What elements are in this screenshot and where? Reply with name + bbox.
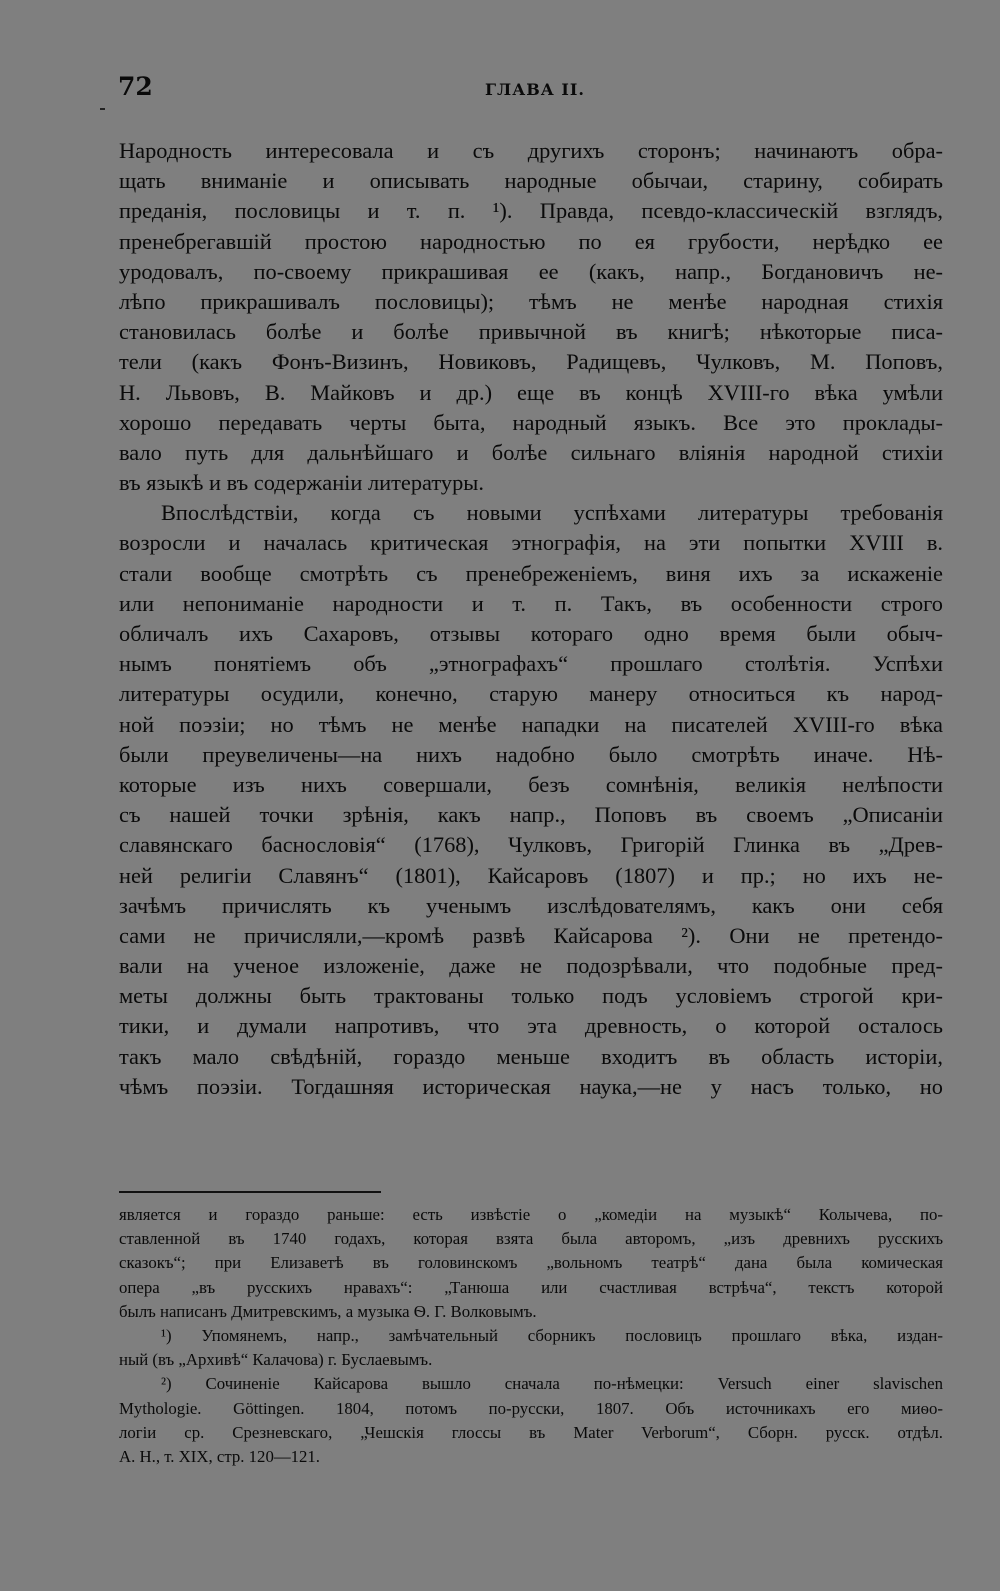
text-line: ней религіи Славянъ“ (1801), Кайсаровъ (1807) и пр.; но ихъ не-: [119, 862, 943, 888]
text-line: зачѣмъ причислять къ ученымъ изслѣдователямъ, какъ они себя: [119, 892, 943, 918]
text-line: Н. Львовъ, В. Майковъ и др.) еще въ концѣ XVIII-го вѣка умѣли: [119, 379, 943, 405]
page-number: 72: [118, 72, 153, 101]
text-line: которые изъ нихъ совершали, безъ сомнѣнія, великія нелѣпости: [119, 771, 943, 797]
footnote-line: сказокъ“; при Елизаветѣ въ головинскомъ „вольномъ театрѣ“ дана была комическая: [119, 1253, 943, 1273]
page-mark: [100, 108, 105, 110]
text-line: были преувеличены—на нихъ надобно было смотрѣть иначе. Нѣ-: [119, 741, 943, 767]
text-line: Народность интересовала и съ другихъ сторонъ; начинаютъ обра-: [119, 138, 943, 163]
text-line: тики, и думали напротивъ, что эта древность, о которой осталось: [119, 1013, 943, 1039]
body-text: [119, 136, 943, 1102]
footnote-line: является и гораздо раньше: есть извѣстіе о „комедіи на музыкѣ“ Колычева, по-: [119, 1205, 943, 1224]
footnote-line: логіи ср. Срезневскаго, „Чешскія глоссы въ Mater Verborum“, Сборн. русск. отдѣл.: [119, 1422, 943, 1442]
text-line: такъ мало свѣдѣній, гораздо меньше входитъ въ область исторіи,: [119, 1043, 943, 1069]
text-line: преданія, пословицы и т. п. ¹). Правда, псевдо-классическій взглядъ,: [119, 198, 943, 224]
text-line: становилась болѣе и болѣе привычной въ книгѣ; нѣкоторые писа-: [119, 319, 943, 345]
text-line: Впослѣдствіи, когда съ новыми успѣхами литературы требованія: [161, 500, 943, 526]
footnotes: [119, 1203, 943, 1469]
text-line: меты должны быть трактованы только подъ условіемъ строгой кри-: [119, 983, 943, 1009]
footnote-divider: [119, 1191, 381, 1193]
text-line: хорошо передавать черты быта, народный языкъ. Все это проклады-: [119, 409, 943, 435]
text-line: нымъ понятіемъ объ „этнографахъ“ прошлаго столѣтія. Успѣхи: [119, 651, 943, 677]
text-line: лѣпо прикрашивалъ пословицы); тѣмъ не менѣе народная стихія: [119, 288, 943, 314]
text-line: уродовалъ, по-своему прикрашивая ее (какъ, напр., Богдановичъ не-: [119, 258, 943, 284]
text-line: возросли и началась критическая этнографія, на эти попытки XVIII в.: [119, 530, 943, 556]
footnote-line: ный (въ „Архивѣ“ Калачова) г. Буслаевымъ.: [119, 1350, 433, 1370]
text-line: съ нашей точки зрѣнія, какъ напр., Поповъ въ своемъ „Описаніи: [119, 802, 943, 828]
text-line: стали вообще смотрѣть съ пренебреженіемъ, виня ихъ за искаженіе: [119, 560, 943, 586]
text-line: обличалъ ихъ Сахаровъ, отзывы котораго одно время были обыч-: [119, 621, 943, 646]
running-header: ГЛАВА II.: [485, 80, 585, 99]
text-line: сами не причисляли,—кромѣ развѣ Кайсарова ²). Они не претендо-: [119, 922, 943, 948]
text-line: ной поэзіи; но тѣмъ не менѣе нападки на писателей XVIII-го вѣка: [119, 711, 943, 737]
text-line: славянскаго баснословія“ (1768), Чулковъ, Григорій Глинка въ „Древ-: [119, 832, 943, 858]
text-line: щать вниманіе и описывать народные обычаи, старину, собирать: [119, 168, 943, 194]
text-line: въ языкѣ и въ содержаніи литературы.: [119, 470, 484, 496]
text-line: тели (какъ Фонъ-Визинъ, Новиковъ, Радищевъ, Чулковъ, М. Поповъ,: [119, 349, 943, 375]
text-line: пренебрегавшій простою народностью по ея грубости, нерѣдко ее: [119, 228, 943, 254]
text-line: или непониманіе народности и т. п. Такъ, въ особенности строго: [119, 590, 943, 616]
footnote-line: Mythologie. Göttingen. 1804, потомъ по-русски, 1807. Объ источникахъ его миѳо-: [119, 1398, 943, 1418]
footnote-line: опера „въ русскихъ нравахъ“: „Танюша или счастливая встрѣча“, текстъ которой: [119, 1277, 943, 1297]
footnote-1: ¹) Упомянемъ, напр., замѣчательный сборникъ пословицъ прошлаго вѣка, издан-: [161, 1325, 943, 1345]
footnote-line: А. Н., т. XIX, стр. 120—121.: [119, 1446, 320, 1466]
footnote-line: ставленной въ 1740 годахъ, которая взята была авторомъ, „изъ древнихъ русскихъ: [119, 1229, 943, 1249]
footnote-2: ²) Сочиненіе Кайсарова вышло сначала по-нѣмецки: Versuch einer slavischen: [161, 1374, 943, 1394]
footnote-line: былъ написанъ Дмитревскимъ, а музыка Ѳ. Г. Волковымъ.: [119, 1301, 537, 1321]
text-line: вали на ученое изложеніе, даже не подозрѣвали, что подобные пред-: [119, 953, 943, 979]
text-line: чѣмъ поэзіи. Тогдашняя историческая наука,—не у насъ только, но: [119, 1073, 943, 1099]
text-line: литературы осудили, конечно, старую манеру относиться къ народ-: [119, 681, 943, 707]
text-line: вало путь для дальнѣйшаго и болѣе сильнаго вліянія народной стихіи: [119, 439, 943, 465]
